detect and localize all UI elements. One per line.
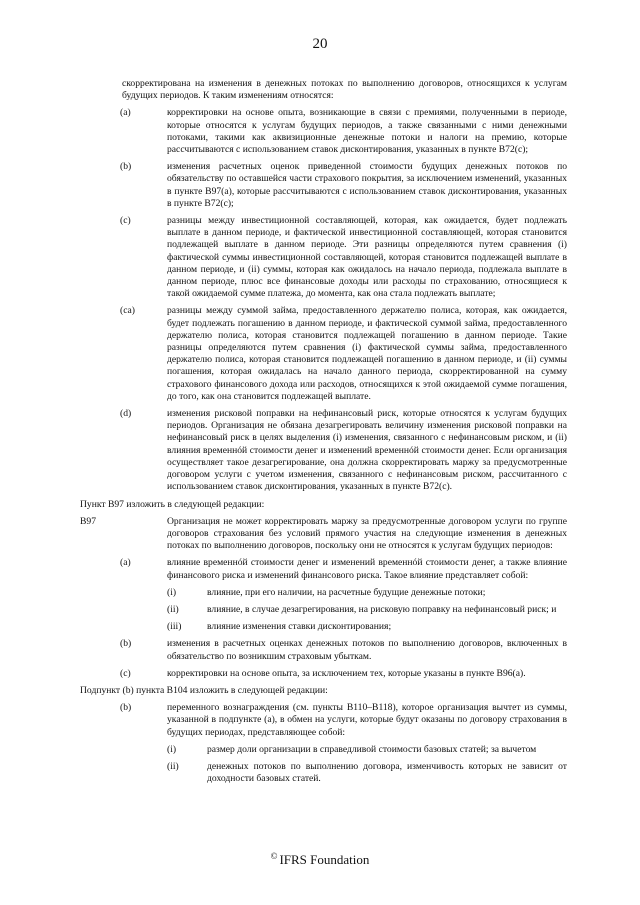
document-body <box>0 78 640 790</box>
copyright-symbol: © <box>270 851 278 861</box>
b97-item <box>120 638 567 662</box>
item-label: (d) <box>120 408 132 420</box>
instruction-text: Пункт B97 изложить в следующей редакции: <box>80 498 265 510</box>
paragraph-label: B97 <box>80 515 96 527</box>
item-label: (a) <box>120 557 131 569</box>
item-text: разницы между суммой займа, предоставленного держателю полиса, которая, как ожидается, будет подлежать погашению в данном периоде, и фактической суммой займа, предоставленного держателю полиса, которая становится подлежащей погашению в данном периоде. Такие разницы определяются путем сравнения (i) фактической суммы займа, предоставленного держателю полиса, которая становится подлежащей погашению в данном периоде, и (ii) суммы погашения, которая ожидалась на начало данного периода, скорректированной на сумму страхового финансового дохода или расходов, относящихся к этой ожидаемой сумме погашения, до того, как она становится подлежащей выплате. <box>167 305 567 402</box>
paragraph-text: Организация не может корректировать маржу за предусмотренные договором услуги по группе договоров страхования без условий прямого участия на следующие изменения в денежных потоках по выполнению договоров, поскольку они не относятся к услугам будущих периодов: <box>167 515 567 552</box>
instruction-text: Подпункт (b) пункта B104 изложить в следующей редакции: <box>80 684 328 696</box>
intro-text: скорректирована на изменения в денежных потоках по выполнению договоров, относящихся к услугам будущих периодов. К таким изменениям относятся: <box>122 78 567 102</box>
b96-item <box>120 107 567 156</box>
intro-paragraph <box>122 78 567 102</box>
b97-subitem <box>167 621 567 633</box>
subitem-label: (i) <box>167 743 177 755</box>
item-text: корректировки на основе опыта, возникающие в связи с премиями, полученными в периоде, которые относятся к услугам будущих периодов, а также связанными с ними денежными потоками, такими как аквизиционные денежные потоки и налоги на премию, которые рассчитываются с использованием ставок дисконтирования, указанных в пункте B72(c); <box>167 107 567 156</box>
footer-text: IFRS Foundation <box>279 852 370 867</box>
subitem-text: размер доли организации в справедливой стоимости базовых статей; за вычетом <box>207 743 537 755</box>
b96-item <box>120 215 567 300</box>
item-text: изменения в расчетных оценках денежных потоков по выполнению договоров, включенных в обязательство по возникшим страховым убыткам. <box>167 638 567 662</box>
subitem-label: (ii) <box>167 760 179 772</box>
item-text: переменного вознаграждения (см. пункты B110–B118), которое организация вычтет из суммы, указанной в подпункте (a), в обмен на услуги, которые будут оказаны по договору страхования в будущих периодах, представляющее собой: <box>167 702 567 738</box>
instruction-b104 <box>80 685 567 697</box>
subitem-label: (iii) <box>167 621 182 633</box>
b97-subitem <box>167 603 567 616</box>
subitem-text: влияние, в случае дезагрегирования, на рисковую поправку на нефинансовый риск; и <box>207 603 557 615</box>
b96-item <box>120 305 567 403</box>
subitem-text: влияние, при его наличии, на расчетные будущие денежные потоки; <box>207 586 486 598</box>
subitem-label: (ii) <box>167 603 179 615</box>
b96-item <box>120 161 567 210</box>
item-label: (c) <box>120 215 131 227</box>
item-label: (ca) <box>120 305 135 317</box>
b104-subitem <box>167 743 567 756</box>
b97-paragraph <box>80 515 567 553</box>
b104-item <box>120 702 567 739</box>
item-label: (a) <box>120 107 131 119</box>
b97-item <box>120 557 567 581</box>
subitem-text: денежных потоков по выполнению договора, изменчивость которых не зависит от доходности базовых статей. <box>207 760 567 785</box>
instruction-b97 <box>80 499 567 511</box>
item-label: (b) <box>120 161 132 173</box>
item-label: (b) <box>120 638 132 650</box>
item-label: (c) <box>120 667 131 679</box>
subitem-label: (i) <box>167 586 177 598</box>
page-number: 20 <box>312 36 328 52</box>
item-text: изменения рисковой поправки на нефинансовый риск, которые относятся к услугам будущих периодов. Организация не обязана дезагрегировать величину изменения рисковой поправки на нефинансовый риск в целях выделения (i) изменения, связанного с нефинансовым риском, и (ii) влияния временнóй стоимости денег и изменений временнóй стоимости денег. Если организация осуществляет такое дезагрегирование, она должна скорректировать маржу за предусмотренные договором услуги с учетом изменения, связанного с нефинансовым риском, рассчитанного с использованием ставок дисконтирования, указанных в пункте B72(c). <box>167 408 567 493</box>
b96-item <box>120 408 567 493</box>
subitem-text: влияние изменения ставки дисконтирования; <box>207 621 392 633</box>
b104-subitem <box>167 760 567 785</box>
item-label: (b) <box>120 702 132 714</box>
item-text: корректировки на основе опыта, за исключением тех, которые указаны в пункте B96(a). <box>167 667 526 679</box>
page-footer <box>0 850 640 866</box>
b97-item <box>120 667 567 680</box>
item-text: влияние временнóй стоимости денег и изменений временнóй стоимости денег, а также влияние финансового риска и изменений финансового риска. Такое влияние представляет собой: <box>167 557 567 581</box>
item-text: разницы между инвестиционной составляющей, которая, как ожидается, будет подлежать выплате в данном периоде, и фактической инвестиционной составляющей, которая становится подлежащей выплате в данном периоде. Эти разницы определяются путем сравнения (i) фактической суммы инвестиционной составляющей, которая становится подлежащей выплате в данном периоде, и (ii) суммы, которая как ожидалось на начало периода, подлежала выплате в данном периоде, плюс все финансовые доходы или расходы по страхованию, относящиеся к такой ожидаемой сумме платежа, до момента, как она стала подлежать выплате; <box>167 215 567 300</box>
item-text: изменения расчетных оценок приведенной стоимости будущих денежных потоков по обязательству по оставшейся части страхового покрытия, за исключением изменений, указанных в пункте B97(a), которые рассчитываются с использованием ставок дисконтирования, указанных в пункте B72(c); <box>167 161 567 209</box>
b97-subitem <box>167 586 567 599</box>
